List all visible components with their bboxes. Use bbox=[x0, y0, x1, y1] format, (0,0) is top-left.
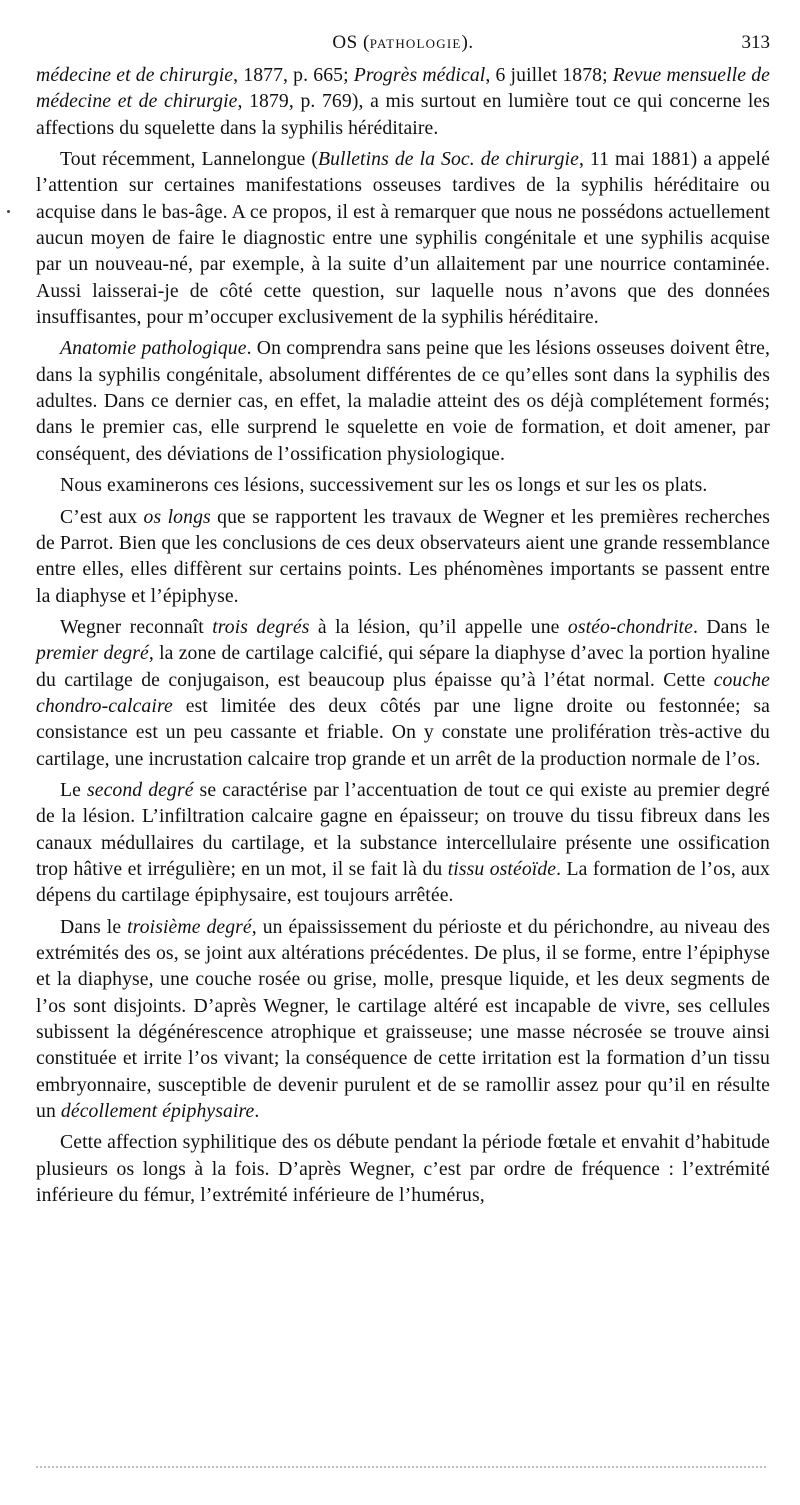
italic-text: couche chondro-calcaire bbox=[36, 668, 770, 717]
text-run: Wegner reconnaît bbox=[60, 615, 213, 638]
italic-text: second degré bbox=[86, 778, 194, 801]
italic-text: troisième degré bbox=[127, 915, 252, 938]
paragraph bbox=[36, 62, 770, 141]
text-run: Le bbox=[60, 778, 87, 801]
italic-text: premier degré bbox=[36, 642, 149, 665]
paragraph bbox=[36, 1129, 770, 1208]
paragraph bbox=[36, 146, 770, 330]
italic-text: Bulletins de la Soc. de chirurgie bbox=[317, 148, 579, 171]
text-run: à la lésion, qu’il appelle une bbox=[309, 615, 568, 638]
running-title bbox=[36, 30, 770, 57]
italic-text: ostéo-chondrite bbox=[567, 615, 693, 638]
running-title-end: ). bbox=[461, 32, 474, 53]
running-title-small: PATHOLOGIE bbox=[369, 36, 462, 51]
text-run: est limitée des deux côtés par une ligne droite ou festonnée; sa consistance est un peu cassante et friable. On y constate une prolifération très-active du cartilage, une incrustation calcaire trop grande et un arrêt de la production normale de l’os. bbox=[36, 694, 770, 770]
paragraph bbox=[36, 504, 770, 609]
text-run: , 11 mai 1881) a appelé l’attention sur certaines manifestations osseuses tardives de la syphilis héréditaire ou acquise dans le bas-âge. A ce propos, il est à remarquer que nous ne possédons actuellement aucun moyen de faire le diagnostic entre une syphilis congénitale et une syphilis acquise par un nouveau-né, par exemple, à la suite d’un allaitement par une nourrice contaminée. Aussi laisserai-je de côté cette question, sur laquelle nous n’avons que des données insuffisantes, pour m’occuper exclusivement de la syphilis héréditaire. bbox=[36, 148, 770, 329]
italic-text: Revue mensuelle de médecine et de chirurgie bbox=[36, 64, 770, 113]
running-header bbox=[36, 30, 770, 56]
paragraph bbox=[36, 914, 770, 1125]
text-run: , 1879, p. 769), a mis surtout en lumière tout ce qui concerne les affections du squelette dans la syphilis héréditaire. bbox=[36, 90, 770, 139]
paragraph bbox=[36, 777, 770, 909]
italic-text: Progrès médical bbox=[353, 64, 486, 86]
text-run: . Dans le bbox=[692, 615, 770, 638]
text-run: que se rapportent les travaux de Wegner et les premières recherches de Parrot. Bien que les conclusions de ces deux observateurs aient une grande ressemblance entre elles, elles diffèrent sur certains points. Les phénomènes importants se passent entre la diaphyse et l’épiphyse. bbox=[36, 505, 771, 607]
text-run: , 1877, p. 665; bbox=[233, 64, 354, 86]
page-number: 313 bbox=[741, 32, 770, 53]
text-run: Tout récemment, Lannelongue ( bbox=[60, 148, 318, 171]
text-run: C’est aux bbox=[60, 505, 144, 528]
text-run: . bbox=[254, 1100, 260, 1123]
running-title-main: OS ( bbox=[332, 32, 370, 53]
footer-rule bbox=[36, 1466, 766, 1470]
text-run: Dans le bbox=[60, 915, 128, 938]
body-text bbox=[36, 62, 770, 1208]
text-run: Cette affection syphilitique des os débute pendant la période fœtale et envahit d’habitude plusieurs os longs à la fois. D’après Wegner, c’est par ordre de fréquence : l’extrémité inférieure du fémur, l’extrémité inférieure de l’humérus, bbox=[36, 1131, 770, 1207]
text-run: Nous examinerons ces lésions, successivement sur les os longs et sur les os plats. bbox=[60, 474, 708, 497]
text-run: . On comprendra sans peine que les lésions osseuses doivent être, dans la syphilis congénitale, absolument différentes de ce qu’elles sont dans la syphilis des adultes. Dans ce dernier cas, en effet, la maladie atteint des os déjà complétement formés; dans le premier cas, elle surprend le squelette en voie de formation, et doit amener, par conséquent, des déviations de l’ossification physiologique. bbox=[36, 337, 770, 465]
paragraph bbox=[36, 335, 770, 467]
text-run: , un épaississement du périoste et du périchondre, au niveau des extrémités des os, se joint aux altérations précédentes. De plus, il se forme, entre l’épiphyse et la diaphyse, une couche rosée ou grise, molle, presque liquide, et les deux segments de l’os sont disjoints. D’après Wegner, le cartilage altéré est incapable de vivre, ses cellules subissent la dégénérescence atrophique et graisseuse; une masse nécrosée se trouve ainsi constituée et irrite l’os vivant; la conséquence de cette irritation est la formation d’un tissu embryonnaire, susceptible de devenir purulent et de se ramollir assez pour qu’il en résulte un bbox=[36, 915, 770, 1123]
italic-text: décollement épiphysaire bbox=[60, 1100, 255, 1123]
text-run: , 6 juillet 1878; bbox=[485, 64, 613, 86]
italic-text: trois degrés bbox=[212, 615, 310, 638]
text-run: . La formation de l’os, aux dépens du cartilage épiphysaire, est toujours arrêtée. bbox=[36, 857, 770, 907]
italic-text: médecine et de chirurgie bbox=[36, 64, 234, 86]
italic-text: tissu ostéoïde bbox=[447, 857, 557, 880]
paragraph bbox=[36, 472, 770, 498]
text-run: se caractérise par l’accentuation de tout ce qui existe au premier degré de la lésion. L’infiltration calcaire gagne en épaisseur; on trouve du tissu fibreux dans les canaux médullaires du cartilage, et la substance intercellulaire présente une ossification trop hâtive et irrégulière; en un mot, il se fait là du bbox=[36, 778, 771, 880]
paragraph bbox=[36, 614, 770, 772]
italic-text: Anatomie pathologique bbox=[60, 337, 247, 360]
text-run: , la zone de cartilage calcifié, qui sépare la diaphyse d’avec la portion hyaline du cartilage de conjugaison, est beaucoup plus épaisse qu’à l’état normal. Cette bbox=[36, 642, 770, 691]
margin-mark bbox=[7, 210, 10, 213]
italic-text: os longs bbox=[143, 505, 211, 528]
